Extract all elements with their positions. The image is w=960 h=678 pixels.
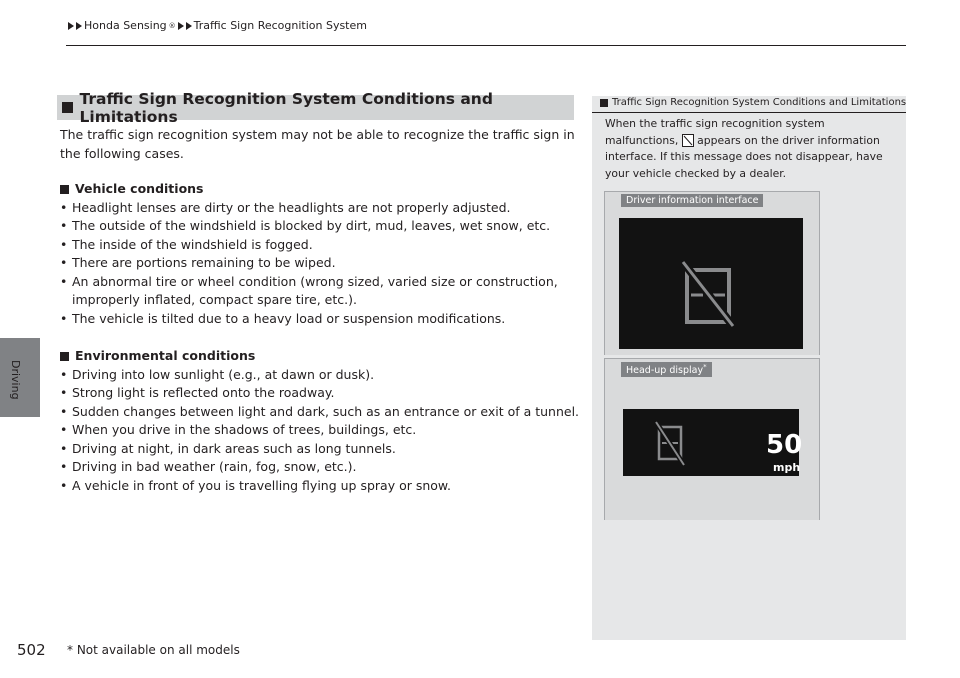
section-heading xyxy=(57,89,574,126)
breadcrumb-arrow-icon xyxy=(68,22,74,30)
hud-label-text: Head-up display xyxy=(626,365,704,377)
page-number: 502 xyxy=(17,641,46,659)
driver-info-label: Driver information interface xyxy=(621,194,763,207)
breadcrumb xyxy=(68,19,367,32)
hud-label xyxy=(621,362,712,377)
square-bullet-icon xyxy=(60,185,69,194)
note-text-before: When the traffic sign recognition system malfunctions, xyxy=(605,117,825,147)
note-title-text: Traffic Sign Recognition System Conditions and Limitations xyxy=(612,97,907,108)
list-item: • Driving at night, in dark areas such as long tunnels. xyxy=(60,440,580,459)
driver-info-screen xyxy=(619,218,803,349)
list-item: • The vehicle is tilted due to a heavy load or suspension modifications. xyxy=(60,310,580,329)
environmental-conditions-list xyxy=(60,366,580,496)
list-item: • Strong light is reflected onto the roadway. xyxy=(60,384,580,403)
note-text xyxy=(605,116,895,182)
note-rule xyxy=(592,112,906,113)
sign-recognition-off-icon xyxy=(619,218,803,349)
breadcrumb-arrow-icon xyxy=(178,22,184,30)
list-item: • There are portions remaining to be wiped. xyxy=(60,254,580,273)
hud-asterisk: * xyxy=(703,363,707,371)
list-item: • A vehicle in front of you is travelling flying up spray or snow. xyxy=(60,477,580,496)
sign-recognition-warning-icon xyxy=(682,134,694,147)
square-bullet-icon xyxy=(60,352,69,361)
list-item: • Driving in bad weather (rain, fog, snow, etc.). xyxy=(60,458,580,477)
registered-mark: ® xyxy=(168,21,176,30)
breadcrumb-part1: Honda Sensing xyxy=(84,19,167,32)
environmental-conditions-title: Environmental conditions xyxy=(75,348,256,363)
vehicle-conditions-heading xyxy=(60,180,580,199)
list-item: • Driving into low sunlight (e.g., at dawn or dusk). xyxy=(60,366,580,385)
hud-speed-unit: mph xyxy=(773,461,801,474)
note-title xyxy=(600,97,906,108)
breadcrumb-part2: Traffic Sign Recognition System xyxy=(193,19,367,32)
list-item: • The outside of the windshield is blocked by dirt, mud, leaves, wet snow, etc. xyxy=(60,217,580,236)
list-item: • When you drive in the shadows of trees, buildings, etc. xyxy=(60,421,580,440)
breadcrumb-arrow-icon xyxy=(76,22,82,30)
breadcrumb-arrow-icon xyxy=(186,22,192,30)
list-item: • Headlight lenses are dirty or the headlights are not properly adjusted. xyxy=(60,199,580,218)
list-item: • Sudden changes between light and dark, such as an entrance or exit of a tunnel. xyxy=(60,403,580,422)
header-rule xyxy=(66,45,906,46)
vehicle-conditions xyxy=(60,180,580,328)
environmental-conditions-heading xyxy=(60,347,580,366)
note-text-after: appears on the driver information interface. If this message does not disappear, have your vehicle checked by a dealer. xyxy=(605,133,883,180)
vehicle-conditions-list xyxy=(60,199,580,329)
footnote: * Not available on all models xyxy=(67,643,240,657)
intro-paragraph: The traffic sign recognition system may not be able to recognize the traffic sign in the following cases. xyxy=(60,127,575,161)
vehicle-conditions-title: Vehicle conditions xyxy=(75,181,204,196)
environmental-conditions xyxy=(60,347,580,495)
chapter-label xyxy=(6,360,26,420)
list-item: • An abnormal tire or wheel condition (wrong sized, varied size or construction, improperly inflated, compact spare tire, etc.). xyxy=(60,273,580,310)
section-title: Traffic Sign Recognition System Conditions and Limitations xyxy=(79,89,493,126)
list-item: • The inside of the windshield is fogged. xyxy=(60,236,580,255)
square-bullet-icon xyxy=(62,102,73,113)
note-marker-icon xyxy=(600,99,608,107)
chapter-label-text: Driving xyxy=(9,360,22,400)
hud-speed-value: 50 xyxy=(766,430,803,460)
